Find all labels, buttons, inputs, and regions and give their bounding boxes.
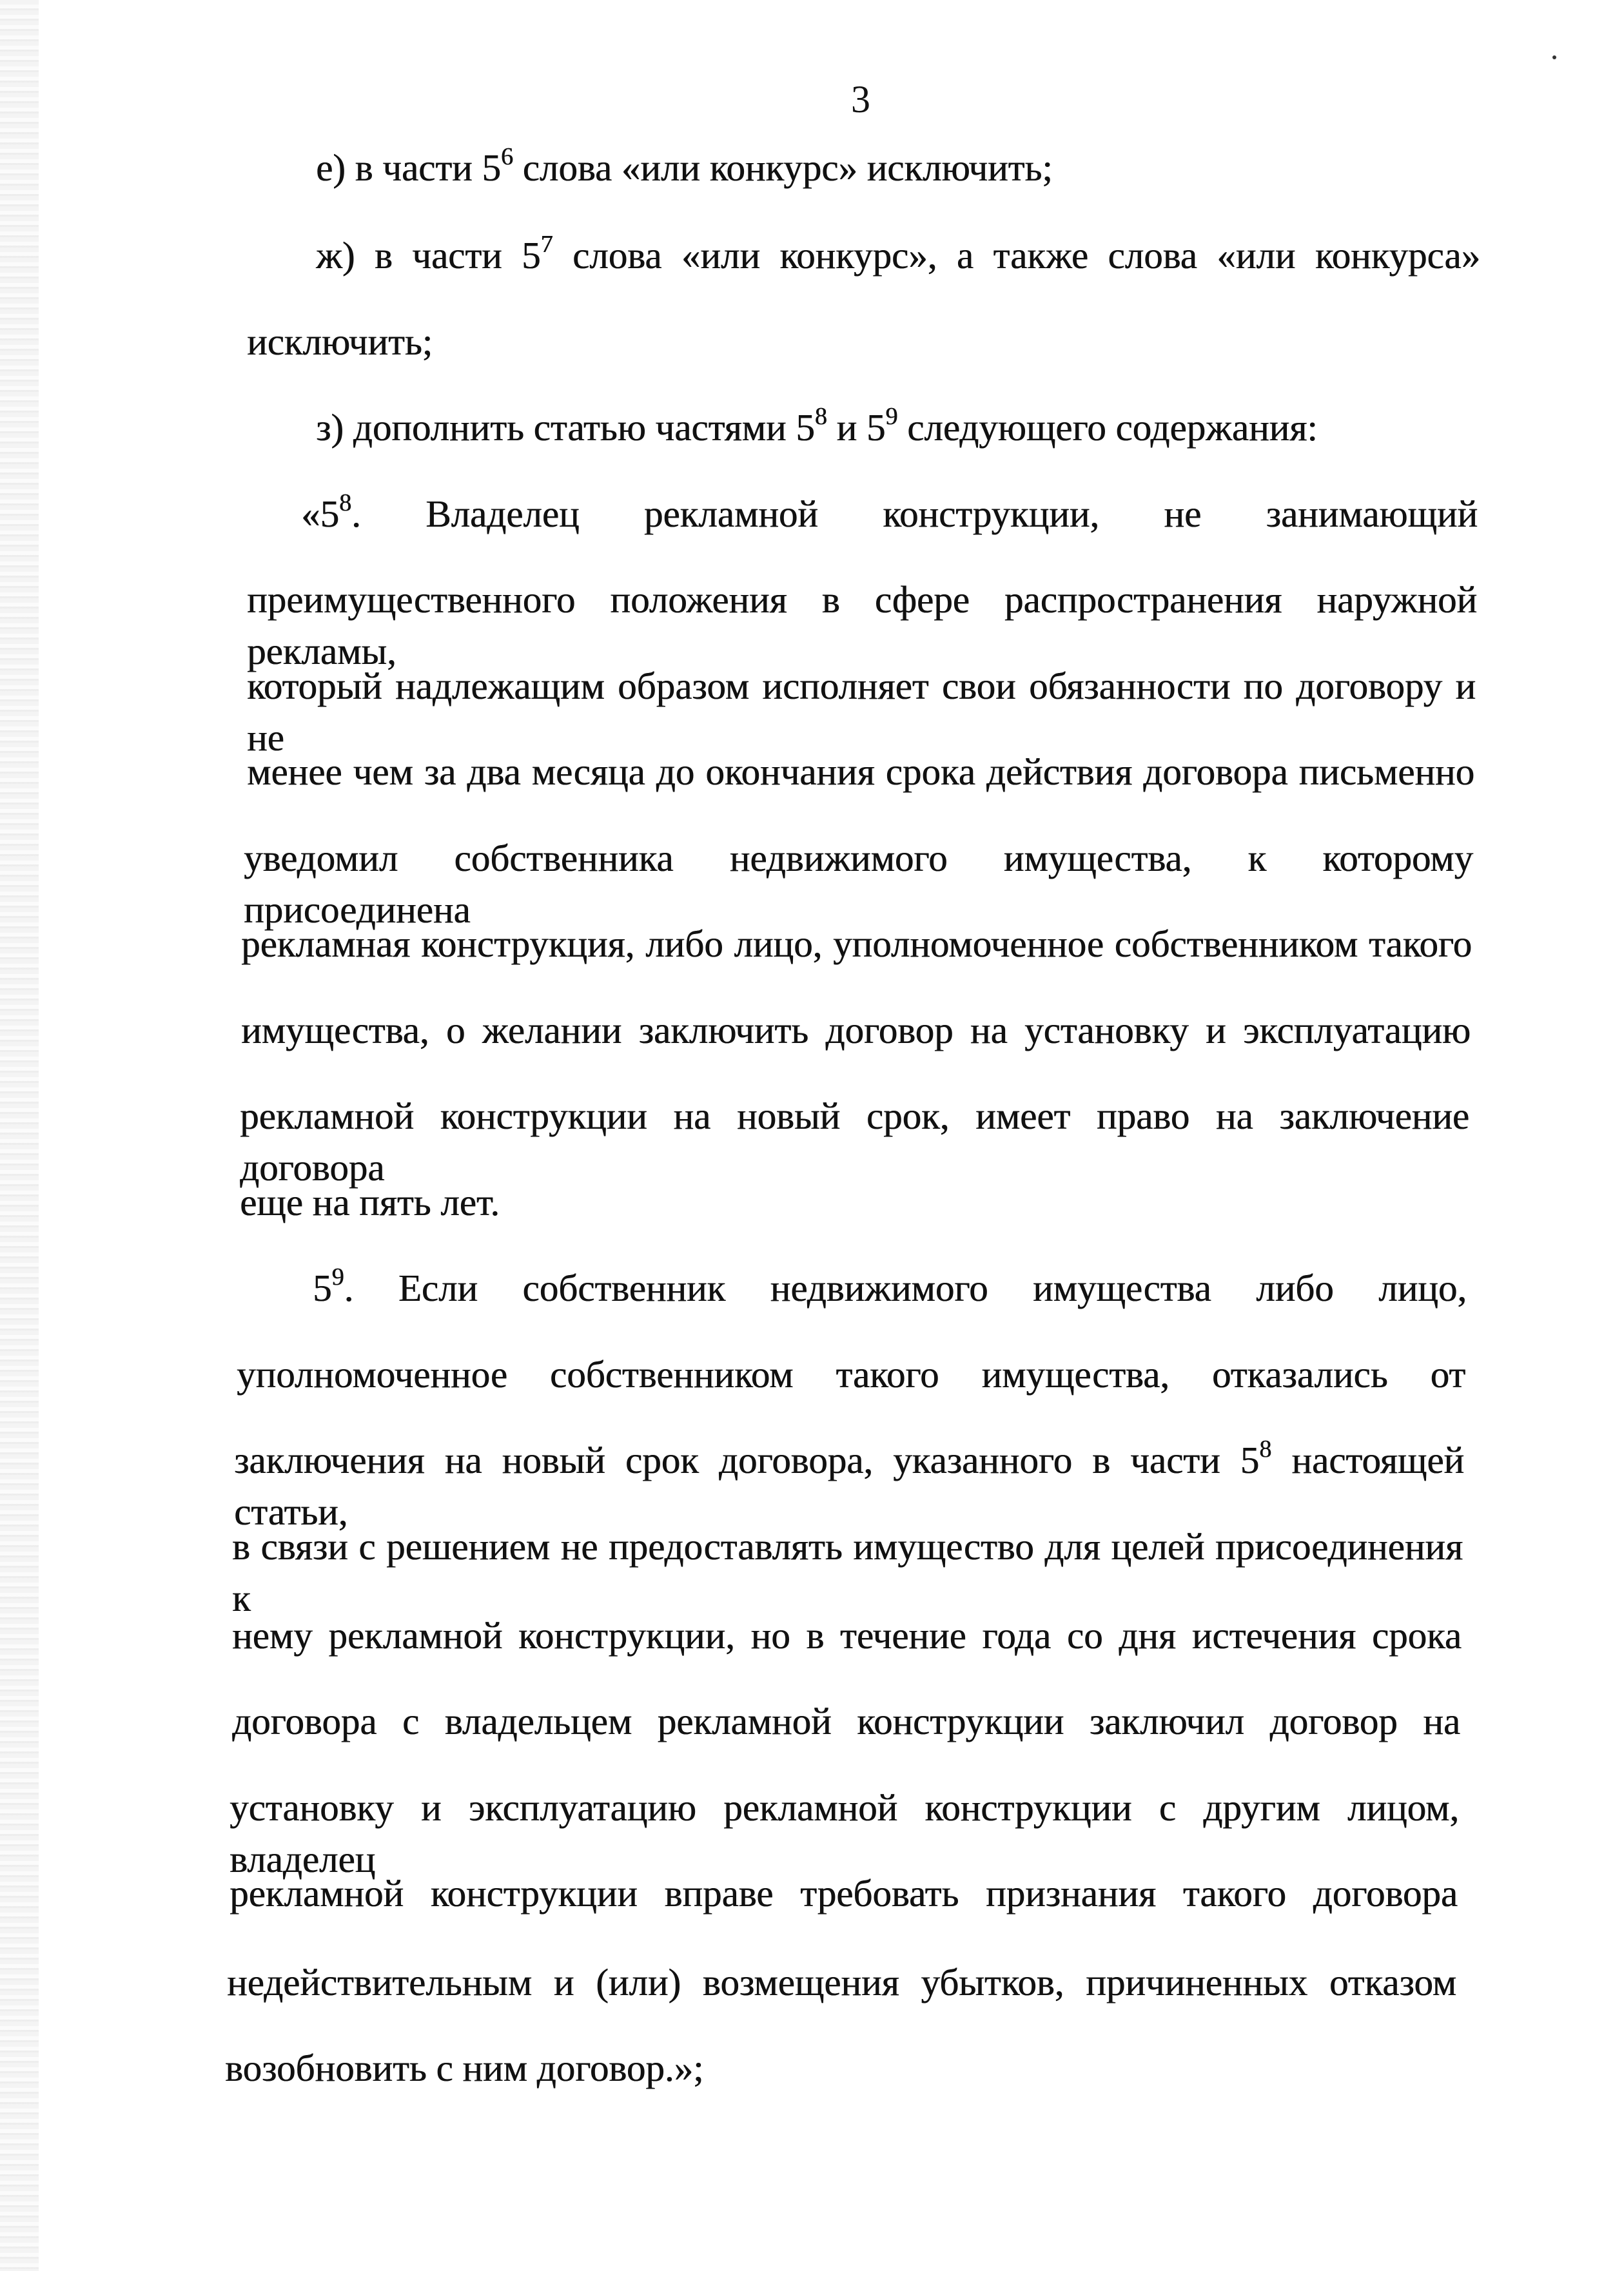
text-line: нему рекламной конструкции, но в течение года со дня истечения срока [232, 1614, 1462, 1657]
text-line: $5^9$. Если собственник недвижимого имущества либо лицо, [313, 1263, 1467, 1309]
text-line: рекламной конструкции вправе требовать признания такого договора [230, 1872, 1458, 1915]
text-line: имущества, о желании заключить договор на установку и эксплуатацию [241, 1009, 1471, 1051]
text-line: в связи с решением не предоставлять имущество для целей присоединения к [232, 1525, 1463, 1619]
text-line: недействительным и (или) возмещения убытков, причиненных отказом [227, 1961, 1456, 2003]
scan-speck [1552, 55, 1556, 59]
text-line: договора с владельцем рекламной конструкции заключил договор на [232, 1700, 1460, 1742]
text-line: з) дополнить статью частями $5^8$ и $5^9$ следующего содержания: [316, 403, 1318, 449]
text-line: который надлежащим образом исполняет свои обязанности по договору и не [247, 665, 1476, 759]
text-line: менее чем за два месяца до окончания срока действия договора письменно [247, 750, 1474, 793]
text-line: рекламная конструкция, либо лицо, уполномоченное собственником такого [241, 922, 1472, 965]
text-line: возобновить с ним договор.»; [225, 2047, 704, 2089]
text-line: рекламной конструкции на новый срок, имеет право на заключение договора [240, 1095, 1469, 1189]
page-number: 3 [851, 78, 870, 121]
text-line: уведомил собственника недвижимого имущества, к которому присоединена [244, 837, 1473, 931]
text-line: «$5^8$. Владелец рекламной конструкции, не занимающий [301, 489, 1478, 535]
text-line: уполномоченное собственником такого имущества, отказались от [237, 1353, 1465, 1396]
text-line: заключения на новый срок договора, указанного в части $5^8$ настоящей статьи, [234, 1436, 1464, 1533]
scan-edge-artifact [0, 0, 39, 2271]
text-line: еще на пять лет. [240, 1181, 500, 1223]
text-line: е) в части $5^6$ слова «или конкурс» исключить; [316, 143, 1053, 189]
text-line: ж) в части $5^7$ слова «или конкурс», а также слова «или конкурса» [316, 231, 1480, 277]
text-line: исключить; [247, 320, 433, 363]
text-line: преимущественного положения в сфере распространения наружной рекламы, [247, 578, 1477, 672]
text-line: установку и эксплуатацию рекламной конструкции с другим лицом, владелец [230, 1786, 1459, 1880]
